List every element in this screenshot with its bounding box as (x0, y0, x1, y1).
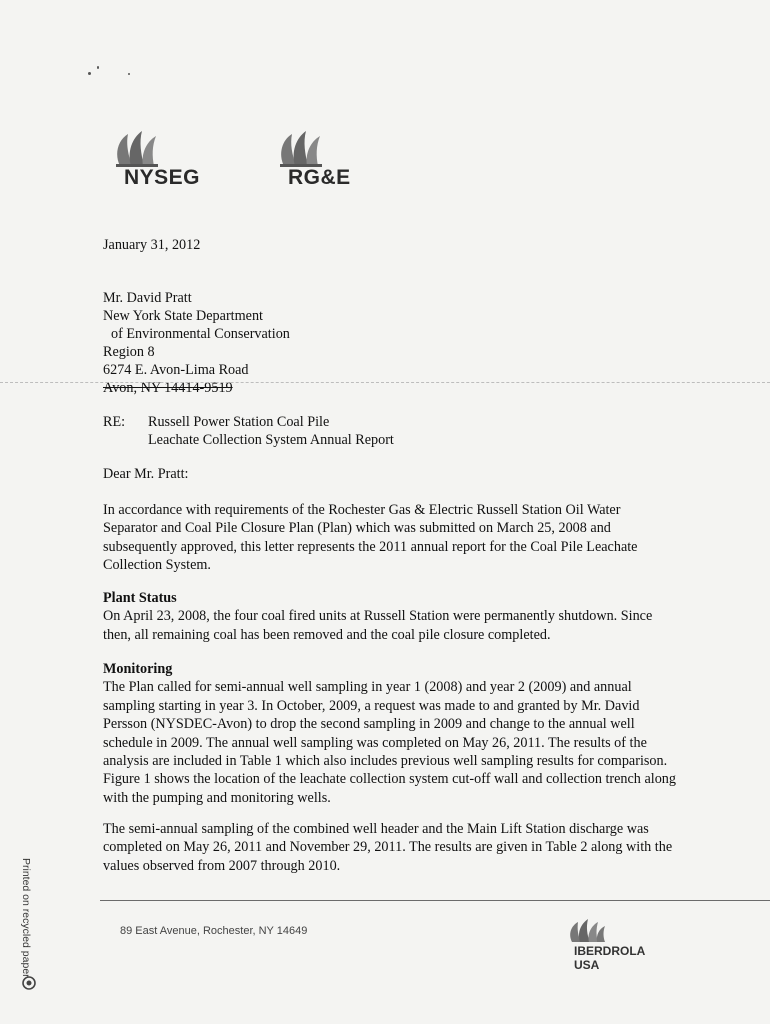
recycle-icon (22, 976, 36, 990)
monitoring-paragraph-2 (103, 820, 681, 875)
salutation: Dear Mr. Pratt: (103, 466, 189, 482)
recipient-org-line2: of Environmental Conservation (111, 326, 290, 342)
scan-artifact-line (0, 382, 770, 383)
monitoring-section (103, 660, 681, 807)
recycled-paper-note: Printed on recycled paper (20, 858, 32, 978)
re-subject-line1: Russell Power Station Coal Pile (148, 414, 330, 430)
monitoring-text: The Plan called for semi-annual well sampling in year 1 (2008) and year 2 (2009) and annual sampling starting in year 3. In October, 2009, a request was made to and granted by Mr. David Persson (NYSDEC-Avon) to drop the second sampling in 2009 and change to the annual well schedule in 2009. The annual well sampling was completed on May 26, 2011. The results of the analysis are included in Table 1 which also includes previous well sampling results for comparison. Figure 1 shows the location of the leachate collection system cut-off wall and collection trench along with the pumping and monitoring wells. (103, 679, 676, 806)
nyseg-logo (114, 128, 201, 189)
flame-leaf-icon (278, 128, 326, 168)
scan-speck (97, 66, 99, 69)
recipient-street: 6274 E. Avon-Lima Road (103, 362, 249, 378)
intro-paragraph (103, 501, 673, 575)
nyseg-wordmark: NYSEG (124, 166, 201, 189)
scan-speck (88, 72, 91, 75)
rge-logo (278, 128, 351, 189)
iberdrola-wordmark (574, 944, 645, 972)
intro-text: In accordance with requirements of the Rochester Gas & Electric Russell Station Oil Water Separator and Coal Pile Closure Plan (Plan) which was submitted on March 25, 2008 and subsequently approved, this letter represents the 2011 annual report for the Coal Pile Leachate Collection System. (103, 502, 638, 574)
recipient-org-line1: New York State Department (103, 308, 263, 324)
recipient-city: Avon, NY 14414-9519 (103, 380, 233, 396)
plant-status-text: On April 23, 2008, the four coal fired units at Russell Station were permanently shutdown. Since then, all remaining coal has been removed and the coal pile closure completed. (103, 608, 653, 643)
scan-speck (128, 73, 130, 75)
plant-status-heading: Plant Status (103, 590, 177, 606)
plant-status-section (103, 589, 683, 644)
iberdrola-name: IBERDROLA (574, 944, 646, 958)
iberdrola-logo (568, 918, 646, 972)
letter-date: January 31, 2012 (103, 237, 201, 253)
monitoring-heading: Monitoring (103, 661, 173, 677)
flame-leaf-icon (568, 918, 608, 944)
monitoring-text-2: The semi-annual sampling of the combined well header and the Main Lift Station discharge was completed on May 26, 2011 and November 29, 2011. The results are given in Table 2 along with the values observed from 2007 through 2010. (103, 821, 673, 874)
iberdrola-usa: USA (574, 958, 600, 972)
re-label: RE: (103, 414, 126, 430)
recipient-region: Region 8 (103, 344, 155, 360)
recipient-name: Mr. David Pratt (103, 290, 192, 306)
footer-rule (100, 900, 770, 901)
flame-leaf-icon (114, 128, 162, 168)
footer-address: 89 East Avenue, Rochester, NY 14649 (120, 925, 308, 937)
re-subject-line2: Leachate Collection System Annual Report (148, 432, 394, 448)
rge-wordmark: RG&E (288, 166, 351, 189)
